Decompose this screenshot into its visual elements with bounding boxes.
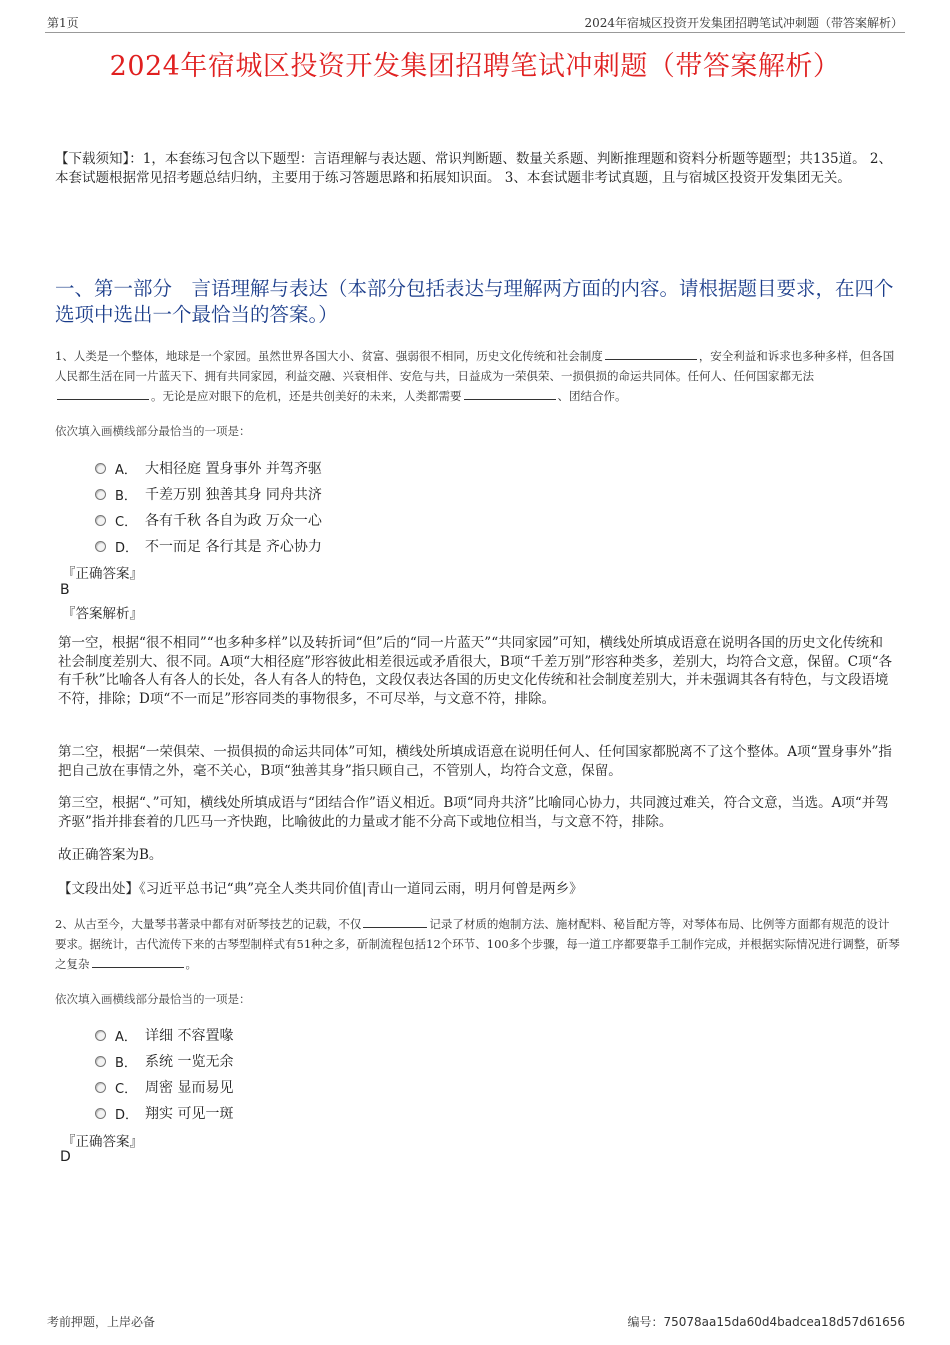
radio-icon[interactable]	[95, 489, 106, 500]
question-2-text-part: 记录了材质的炮制方法、施材配料、秘旨配方等，对琴体布局、比例等方面都有规范的设计要求。据统计，古代流传下来的古琴型制样式有51种之多，斫制流程包括12个环节、100多个步骤，每一道工序都要靠手工制作完成，并根据实际情况进行调整，斫琴之复杂	[55, 917, 900, 971]
answer-blank	[605, 347, 697, 360]
question-1-text-part: 1、人类是一个整体，地球是一个家园。虽然世界各国大小、贫富、强弱很不相同，历史文化传统和社会制度	[55, 349, 603, 363]
option-letter: A．	[115, 462, 137, 478]
answer-blank	[363, 915, 427, 928]
analysis-paragraph: 第二空，根据“一荣俱荣、一损俱损的命运共同体”可知，横线处所填成语意在说明任何人、任何国家都脱离不了这个整体。A项“置身事外”指把自己放在事情之外，毫不关心，B项“独善其身”指只顾自己，不管别人，均符合文意，保留。	[58, 744, 892, 779]
page-number: 第1页	[47, 16, 79, 30]
header-divider	[45, 32, 905, 33]
radio-icon[interactable]	[95, 1056, 106, 1067]
download-notice: 【下载须知】：1，本套练习包含以下题型：言语理解与表达题、常识判断题、数量关系题、判断推理题和资料分析题等题型；共135道。 2、本套试题根据常见招考题总结归纳，主要用于练习答题思路和拓展知识面。 3、本套试题非考试真题，且与宿城区投资开发集团无关。	[55, 151, 892, 186]
option-letter: C．	[115, 514, 138, 530]
option-text: 大相径庭 置身事外 并驾齐驱	[145, 461, 322, 477]
radio-icon[interactable]	[95, 1082, 106, 1093]
answer-blank	[464, 387, 556, 400]
question-2-text	[55, 914, 900, 974]
option-text: 千差万别 独善其身 同舟共济	[145, 487, 322, 503]
q2-option-d[interactable]	[95, 1103, 233, 1123]
document-id-value: 75078aa15da60d4badcea18d57d61656	[663, 1315, 905, 1329]
radio-icon[interactable]	[95, 1108, 106, 1119]
q1-option-b[interactable]	[95, 484, 322, 504]
question-2-instruction: 依次填入画横线部分最恰当的一项是：	[55, 992, 251, 1006]
option-text: 翔实 可见一斑	[145, 1106, 234, 1122]
q2-option-b[interactable]	[95, 1051, 233, 1071]
q1-option-a[interactable]	[95, 458, 322, 478]
q2-option-c[interactable]	[95, 1077, 233, 1097]
option-letter: C．	[115, 1081, 138, 1097]
option-text: 各有千秋 各自为政 万众一心	[145, 513, 322, 529]
radio-icon[interactable]	[95, 463, 106, 474]
analysis-paragraph: 第一空，根据“很不相同”“也多种多样”以及转折词“但”后的“同一片蓝天”“共同家园”可知，横线处所填成语意在说明各国的历史文化传统和社会制度差别大、很不同。A项“大相径庭”形容彼此相差很远或矛盾很大，B项“千差万别”形容种类多，差别大，均符合文意，保留。C项“各有千秋”比喻各人有各人的长处，各人有各人的特色，文段仅表达各国的历史文化传统和社会制度差别大，并未强调其各有特色，与文段语境不符，排除；D项“不一而足”形容同类的事物很多，不可尽举，与文意不符，排除。	[58, 635, 893, 707]
option-text: 不一而足 各行其是 齐心协力	[145, 539, 322, 555]
document-id	[627, 1313, 905, 1330]
radio-icon[interactable]	[95, 1030, 106, 1041]
footer-slogan: 考前押题，上岸必备	[47, 1315, 156, 1329]
q2-answer: D	[60, 1149, 71, 1165]
q1-option-c[interactable]	[95, 510, 322, 530]
q1-answer-label: 『正确答案』	[62, 566, 143, 582]
question-1-text-part: ，安全利益和诉求也多种多样，但各国人民都生活在同一片蓝天下、拥有共同家园，利益交融、兴衰相伴、安危与共，日益成为一荣俱荣、一损俱损的命运共同体。任何人、任何国家都无法	[55, 349, 895, 383]
document-title: 2024年宿城区投资开发集团招聘笔试冲刺题（带答案解析）	[109, 51, 841, 82]
question-1-instruction: 依次填入画横线部分最恰当的一项是：	[55, 424, 251, 438]
document-id-label: 编号：	[627, 1315, 664, 1329]
question-2-text-part: 2、从古至今，大量琴书著录中都有对斫琴技艺的记载，不仅	[55, 917, 362, 931]
q1-answer: B	[60, 582, 70, 598]
option-text: 详细 不容置喙	[145, 1028, 234, 1044]
question-1-text	[55, 346, 900, 406]
question-2-text-part: 。	[185, 957, 197, 971]
option-text: 系统 一览无余	[145, 1054, 234, 1070]
answer-blank	[92, 955, 184, 968]
option-letter: B．	[115, 488, 137, 504]
q1-analysis-label: 『答案解析』	[62, 606, 143, 622]
q2-option-a[interactable]	[95, 1025, 233, 1045]
option-letter: A．	[115, 1029, 137, 1045]
option-letter: B．	[115, 1055, 137, 1071]
question-1-text-part: 、团结合作。	[557, 389, 627, 403]
analysis-conclusion: 故正确答案为B。	[58, 847, 163, 863]
option-text: 周密 显而易见	[145, 1080, 234, 1096]
question-1-text-part: 。无论是应对眼下的危机，还是共创美好的未来，人类都需要	[151, 389, 462, 403]
radio-icon[interactable]	[95, 515, 106, 526]
section-title: 一、第一部分 言语理解与表达（本部分包括表达与理解两方面的内容。请根据题目要求，在四个选项中选出一个最恰当的答案。）	[55, 277, 894, 326]
analysis-paragraph: 第三空，根据“、”可知，横线处所填成语与“团结合作”语义相近。B项“同舟共济”比喻同心协力，共同渡过难关，符合文意，当选。A项“并驾齐驱”指并排套着的几匹马一齐快跑，比喻彼此的力量或才能不分高下或地位相当，与文意不符，排除。	[58, 795, 889, 830]
option-letter: D．	[115, 1107, 139, 1123]
answer-blank	[57, 387, 149, 400]
source-citation: 【文段出处】《习近平总书记“典”亮全人类共同价值|青山一道同云雨，明月何曾是两乡》	[58, 881, 583, 897]
q1-option-d[interactable]	[95, 536, 322, 556]
running-title: 2024年宿城区投资开发集团招聘笔试冲刺题（带答案解析）	[584, 16, 903, 30]
radio-icon[interactable]	[95, 541, 106, 552]
q2-answer-label: 『正确答案』	[62, 1134, 143, 1150]
option-letter: D．	[115, 540, 139, 556]
